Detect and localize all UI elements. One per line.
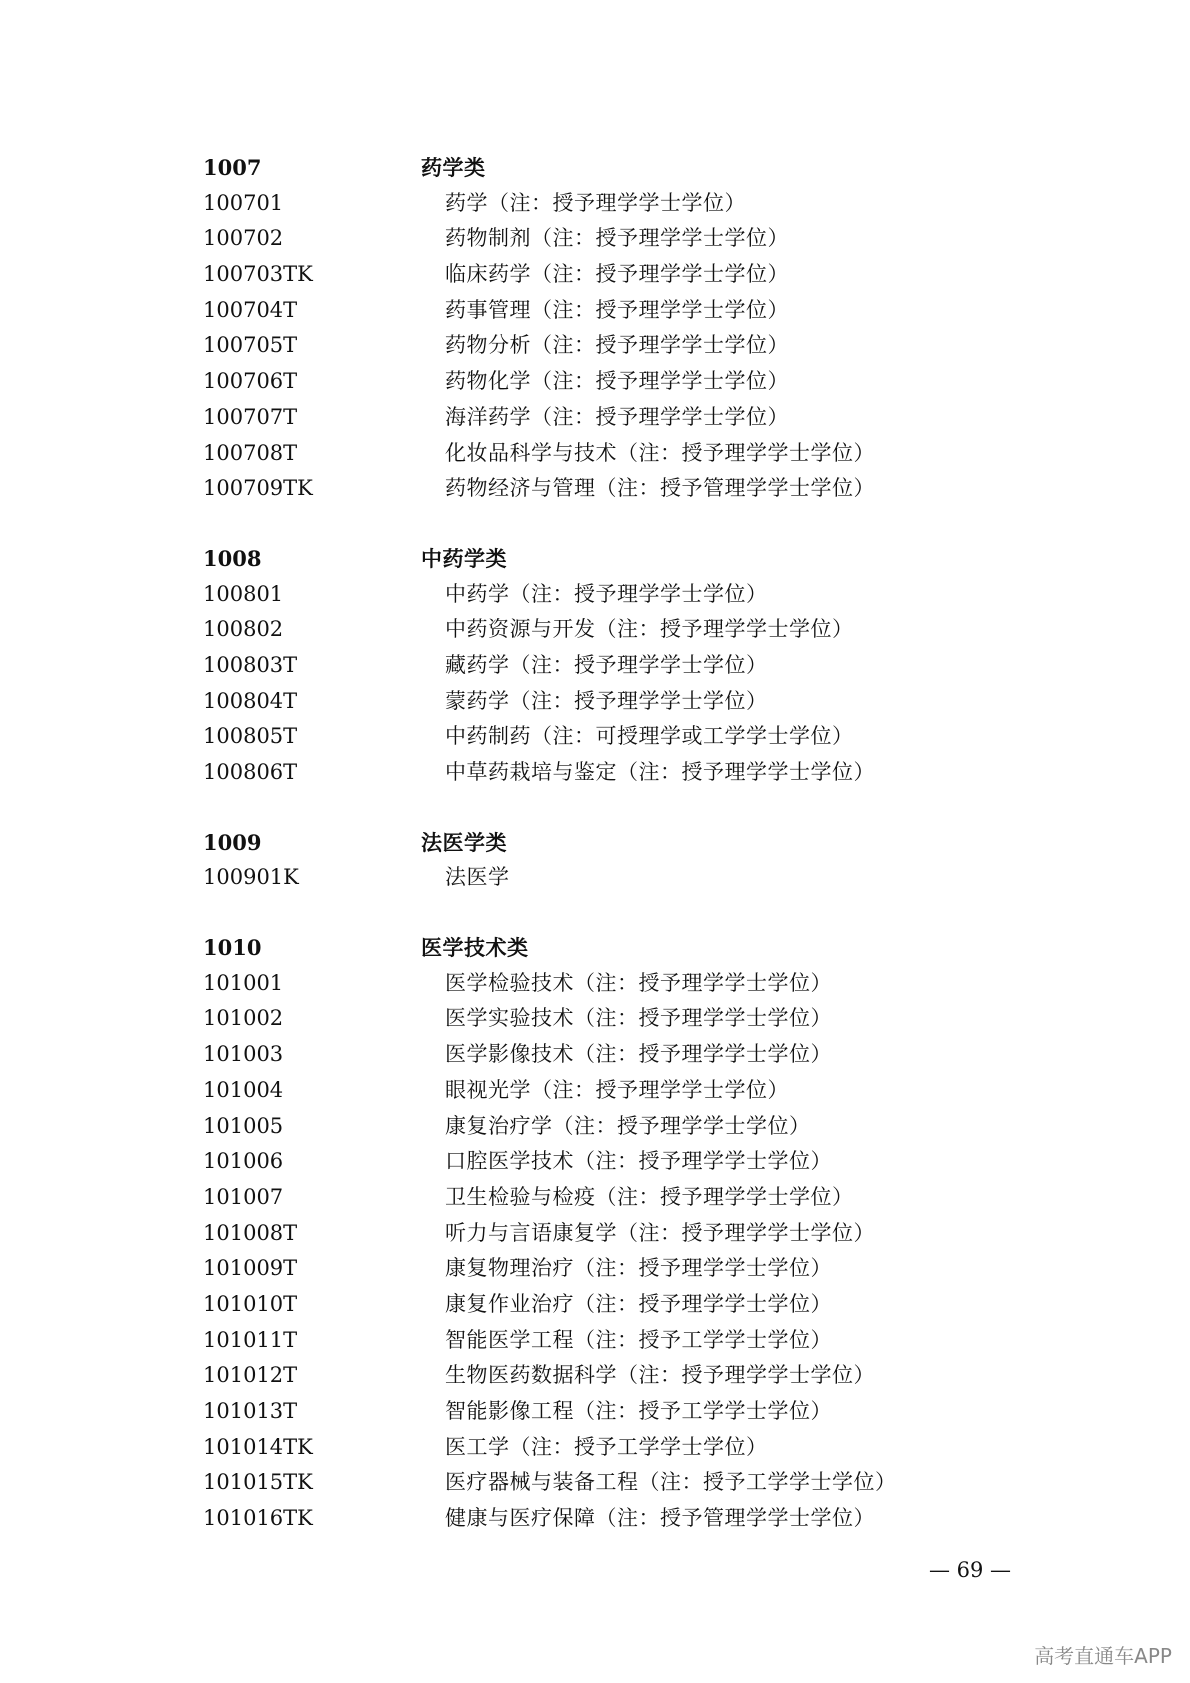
major-code: 101007 [203,1184,284,1209]
major-row [0,719,1190,755]
major-name: 康复物理治疗（注：授予理学学士学位） [445,1256,832,1281]
major-row [0,1109,1190,1145]
major-row [0,293,1190,329]
major-code: 101014TK [203,1434,313,1459]
major-name: 药学（注：授予理学学士学位） [445,190,746,215]
major-row [0,1394,1190,1430]
major-row [0,1251,1190,1287]
category-name: 法医学类 [421,829,507,855]
major-row [0,186,1190,222]
major-name: 中草药栽培与鉴定（注：授予理学学士学位） [445,760,875,784]
major-code: 101003 [203,1042,284,1067]
category-header [0,150,1190,186]
page-number: — 69 — [928,1558,1012,1582]
major-row [0,471,1190,507]
major-name: 生物医药数据科学（注：授予理学学士学位） [445,1363,875,1388]
major-name: 听力与言语康复学（注：授予理学学士学位） [445,1220,875,1245]
major-code: 101008T [203,1220,298,1245]
major-row [0,1144,1190,1180]
major-code: 100704T [203,297,298,322]
major-row [0,1216,1190,1252]
major-name: 医学影像技术（注：授予理学学士学位） [445,1042,832,1067]
major-row [0,966,1190,1002]
category-code: 1009 [203,829,262,855]
major-name: 药事管理（注：授予理学学士学位） [445,297,789,322]
major-code: 101006 [203,1149,284,1174]
major-name: 药物化学（注：授予理学学士学位） [445,369,789,394]
major-name: 智能医学工程（注：授予工学学士学位） [445,1327,832,1352]
major-name: 口腔医学技术（注：授予理学学士学位） [445,1149,832,1174]
major-row [0,1287,1190,1323]
major-row [0,648,1190,684]
major-code: 100804T [203,688,298,713]
major-code: 101004 [203,1077,284,1102]
major-row [0,400,1190,436]
major-name: 法医学 [445,865,510,890]
major-code: 100901K [203,865,299,890]
major-name: 眼视光学（注：授予理学学士学位） [445,1077,789,1102]
category-group [0,930,1190,1537]
category-group [0,541,1190,791]
major-name: 康复作业治疗（注：授予理学学士学位） [445,1291,832,1316]
major-name: 药物经济与管理（注：授予管理学学士学位） [445,476,875,501]
major-row [0,436,1190,472]
major-code: 101011T [203,1327,298,1352]
major-row [0,1501,1190,1537]
major-code: 100705T [203,333,298,358]
major-name: 中药资源与开发（注：授予理学学士学位） [445,617,854,642]
major-name: 中药学（注：授予理学学士学位） [445,581,768,606]
major-code: 101012T [203,1363,298,1388]
category-code: 1007 [203,155,262,180]
major-code: 100801 [203,581,284,606]
major-code: 101001 [203,970,284,995]
major-code: 101009T [203,1256,298,1281]
major-row [0,1465,1190,1501]
watermark: 高考直通车APP [1034,1644,1172,1668]
major-name: 海洋药学（注：授予理学学士学位） [445,404,789,429]
major-code: 101013T [203,1399,298,1423]
major-name: 医工学（注：授予工学学士学位） [445,1434,768,1459]
major-code: 100709TK [203,476,313,501]
major-row [0,684,1190,720]
major-code: 101015TK [203,1470,313,1495]
major-row [0,1180,1190,1216]
major-name: 健康与医疗保障（注：授予管理学学士学位） [445,1506,875,1531]
major-code: 100708T [203,440,298,465]
major-row [0,755,1190,791]
major-code: 101002 [203,1006,284,1031]
major-code: 101016TK [203,1506,313,1531]
major-name: 临床药学（注：授予理学学士学位） [445,262,789,287]
major-name: 藏药学（注：授予理学学士学位） [445,652,768,677]
major-row [0,221,1190,257]
category-header [0,930,1190,966]
major-row [0,1001,1190,1037]
major-name: 药物分析（注：授予理学学士学位） [445,333,789,358]
category-header [0,541,1190,577]
category-header [0,825,1190,861]
category-code: 1008 [203,545,262,571]
major-name: 医学检验技术（注：授予理学学士学位） [445,970,832,995]
major-code: 100803T [203,652,298,677]
major-name: 医学实验技术（注：授予理学学士学位） [445,1006,832,1031]
document-body [0,150,1190,1571]
major-code: 100802 [203,617,284,642]
major-code: 101005 [203,1113,284,1138]
category-name: 医学技术类 [421,935,529,961]
major-row [0,1323,1190,1359]
major-row [0,1037,1190,1073]
category-code: 1010 [203,935,262,961]
major-code: 100701 [203,190,284,215]
major-row [0,860,1190,896]
category-group [0,150,1190,507]
major-name: 医疗器械与装备工程（注：授予工学学士学位） [445,1470,897,1495]
major-code: 100707T [203,404,298,429]
category-name: 药学类 [421,155,486,180]
major-name: 康复治疗学（注：授予理学学士学位） [445,1113,811,1138]
major-name: 药物制剂（注：授予理学学士学位） [445,226,789,251]
major-row [0,1358,1190,1394]
major-code: 100703TK [203,262,313,287]
major-code: 101010T [203,1291,298,1316]
major-code: 100702 [203,226,284,251]
major-code: 100806T [203,760,298,784]
major-code: 100706T [203,369,298,394]
major-code: 100805T [203,724,298,749]
category-name: 中药学类 [421,545,507,571]
major-row [0,1430,1190,1466]
major-row [0,577,1190,613]
major-name: 智能影像工程（注：授予工学学士学位） [445,1399,832,1423]
category-group [0,825,1190,896]
major-row [0,1073,1190,1109]
major-name: 卫生检验与检疫（注：授予理学学士学位） [445,1184,854,1209]
major-name: 中药制药（注：可授理学或工学学士学位） [445,724,854,749]
major-row [0,257,1190,293]
major-row [0,328,1190,364]
major-row [0,612,1190,648]
major-name: 蒙药学（注：授予理学学士学位） [445,688,768,713]
major-name: 化妆品科学与技术（注：授予理学学士学位） [445,440,875,465]
major-row [0,364,1190,400]
